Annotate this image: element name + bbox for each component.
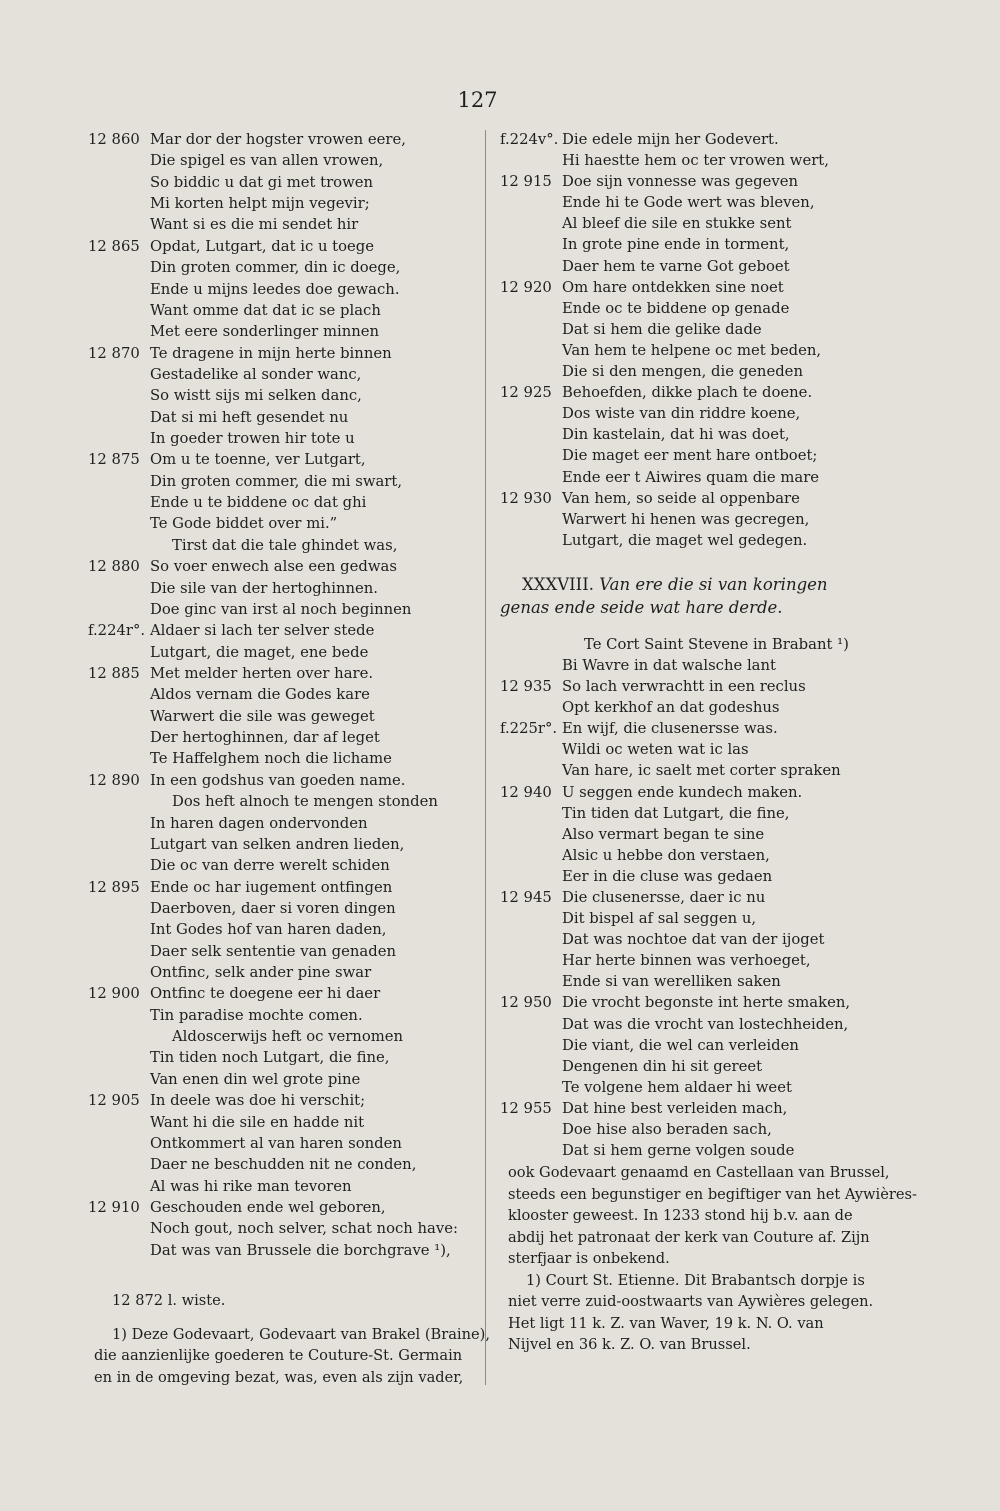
verse-text: Doe ginc van irst al noch beginnen	[150, 600, 412, 618]
verse-line	[88, 300, 468, 321]
verse-line	[500, 277, 880, 298]
verse-text: Din groten commer, die mi swart,	[150, 472, 403, 490]
verse-text: Want hi die sile en hadde nit	[150, 1113, 365, 1131]
verse-text: Doe sijn vonnesse was gegeven	[562, 173, 798, 191]
verse-text: Opt kerkhof an dat godeshus	[562, 699, 780, 717]
verse-number: 12 925	[500, 384, 552, 402]
verse-number: 12 885	[88, 664, 140, 682]
verse-text: Ende oc har iugement ontfingen	[150, 878, 393, 896]
verse-text: Ende hi te Gode wert was bleven,	[562, 194, 815, 212]
footnote-line: Nijvel en 36 k. Z. O. van Brussel.	[508, 1336, 751, 1353]
verse-line	[88, 1005, 468, 1026]
verse-line	[88, 129, 468, 150]
verse-text: Van hem te helpene oc met beden,	[562, 341, 822, 359]
verse-text: Din kastelain, dat hi was doet,	[562, 426, 790, 444]
verse-line	[500, 992, 880, 1013]
verse-text: Met eere sonderlinger minnen	[150, 323, 380, 341]
verse-line	[500, 803, 880, 824]
verse-text: Daerboven, daer si voren dingen	[150, 899, 396, 917]
verse-line	[88, 663, 468, 684]
verse-line	[88, 193, 468, 214]
verse-text: Lutgart, die maget, ene bede	[150, 643, 369, 661]
verse-text: In goeder trowen hir tote u	[150, 430, 355, 448]
verse-text: Behoefden, dikke plach te doene.	[562, 384, 813, 402]
verse-line	[88, 898, 468, 919]
verse-text: Met melder herten over hare.	[150, 664, 374, 682]
verse-line	[88, 535, 468, 556]
footnote-line: 1) Court St. Etienne. Dit Brabantsch dorpje is	[526, 1271, 865, 1289]
verse-line	[88, 877, 468, 898]
verse-text: In een godshus van goeden name.	[150, 771, 406, 789]
verse-number: 12 955	[500, 1099, 552, 1117]
verse-text: Ende u mijns leedes doe gewach.	[150, 280, 400, 298]
right-column	[500, 129, 880, 1161]
verse-text: Te Cort Saint Stevene in Brabant ¹)	[584, 635, 849, 653]
verse-text: So lach verwrachtt in een reclus	[562, 678, 806, 696]
footnote-line: Het ligt 11 k. Z. van Waver, 19 k. N. O. van	[508, 1314, 824, 1332]
page-number: 127	[457, 88, 498, 112]
verse-text: Die vrocht begonste int herte smaken,	[562, 994, 851, 1012]
verse-line	[500, 509, 880, 530]
verse-line	[500, 192, 880, 213]
verse-text: Wildi oc weten wat ic las	[562, 741, 749, 759]
verse-text: Want si es die mi sendet hir	[150, 216, 359, 234]
verse-line	[500, 424, 880, 445]
verse-text: Dat si hem gerne volgen soude	[562, 1142, 795, 1160]
footnote-line: 1) Deze Godevaart, Godevaart van Brakel (Braine),	[112, 1325, 490, 1343]
verse-line	[500, 382, 880, 403]
verse-number: 12 910	[88, 1198, 140, 1216]
verse-line	[500, 908, 880, 929]
verse-line	[88, 428, 468, 449]
verse-number: f.224r°.	[88, 622, 146, 640]
verse-text: Tin paradise mochte comen.	[150, 1006, 363, 1024]
footnotes-right	[508, 1162, 917, 1356]
verse-line	[88, 706, 468, 727]
verse-line	[500, 782, 880, 803]
verse-text: Tin tiden dat Lutgart, die fine,	[562, 804, 790, 822]
verse-line	[500, 824, 880, 845]
column-divider	[485, 130, 486, 1385]
verse-line	[88, 257, 468, 278]
verse-text: Warwert hi henen was gecregen,	[562, 510, 810, 528]
verse-line	[88, 513, 468, 534]
footnotes-left	[94, 1290, 490, 1388]
verse-line	[500, 697, 880, 718]
verse-text: Want omme dat dat ic se plach	[150, 301, 381, 319]
verse-line	[500, 760, 880, 781]
verse-text: Al bleef die sile en stukke sent	[562, 215, 792, 233]
chapter-title-line2: genas ende seide wat hare derde.	[500, 597, 783, 617]
verse-text: Die clusenersse, daer ic nu	[562, 889, 766, 906]
verse-number: 12 950	[500, 994, 552, 1012]
verse-line	[88, 1026, 468, 1047]
chapter-heading	[500, 573, 880, 619]
verse-line	[88, 770, 468, 791]
verse-line	[500, 1077, 880, 1098]
verse-number: 12 875	[88, 451, 140, 469]
verse-line	[88, 150, 468, 171]
verse-text: Hi haestte hem oc ter vrowen wert,	[562, 152, 829, 170]
verse-text: In grote pine ende in torment,	[562, 236, 790, 254]
verse-number: 12 860	[88, 131, 140, 148]
verse-line	[88, 279, 468, 300]
verse-text: Dat was die vrocht van lostechheiden,	[562, 1015, 849, 1033]
verse-line	[500, 467, 880, 488]
verse-line	[88, 1047, 468, 1068]
verse-text: Te volgene hem aldaer hi weet	[562, 1078, 792, 1096]
verse-text: Ende u te biddene oc dat ghi	[150, 494, 367, 512]
verse-line	[88, 599, 468, 620]
verse-text: U seggen ende kundech maken.	[562, 783, 803, 801]
verse-line	[500, 530, 880, 551]
verse-text: Mi korten helpt mijn vegevir;	[150, 195, 370, 213]
verse-text: Van hem, so seide al oppenbare	[562, 489, 800, 507]
verse-line	[88, 321, 468, 342]
verse-line	[500, 887, 880, 908]
verse-line	[500, 1119, 880, 1140]
verse-line	[88, 684, 468, 705]
verse-text: Eer in die cluse was gedaen	[562, 867, 773, 885]
verse-text: So biddic u dat gi met trowen	[150, 173, 374, 191]
verse-line	[500, 1140, 880, 1161]
verse-line	[500, 655, 880, 676]
verse-number: 12 920	[500, 278, 552, 296]
verse-line	[500, 445, 880, 466]
verse-text: Die viant, die wel can verleiden	[562, 1036, 799, 1054]
verse-line	[88, 364, 468, 385]
verse-line	[500, 1098, 880, 1119]
verse-text: Doe hise also beraden sach,	[562, 1121, 772, 1139]
verse-text: Die si den mengen, die geneden	[562, 363, 803, 381]
verse-line	[88, 642, 468, 663]
verse-text: In haren dagen ondervonden	[150, 814, 368, 832]
footnote-line: abdij het patronaat der kerk van Couture af. Zijn	[508, 1228, 870, 1246]
verse-line	[500, 718, 880, 739]
verse-text: Daer hem te varne Got geboet	[562, 257, 790, 275]
verse-line	[500, 150, 880, 171]
verse-text: Also vermart began te sine	[562, 825, 765, 843]
verse-line	[88, 941, 468, 962]
verse-text: Ontfinc te doegene eer hi daer	[150, 985, 381, 1003]
verse-text: Aldoscerwijs heft oc vernomen	[172, 1028, 404, 1046]
verse-line	[88, 1154, 468, 1175]
verse-line	[88, 1090, 468, 1111]
verse-line	[88, 172, 468, 193]
verse-text: Dos heft alnoch te mengen stonden	[172, 793, 438, 811]
verse-text: Ontkommert al van haren sonden	[150, 1134, 402, 1152]
verse-text: Aldos vernam die Godes kare	[150, 686, 370, 704]
verse-line	[500, 634, 880, 655]
verse-text: Te Gode biddet over mi.”	[150, 515, 338, 533]
footnote-line: en in de omgeving bezat, was, even als zijn vader,	[94, 1368, 464, 1386]
verse-line	[500, 676, 880, 697]
verse-line	[500, 361, 880, 382]
verse-line	[500, 234, 880, 255]
verse-line	[500, 488, 880, 509]
verse-text: Lutgart, die maget wel gedegen.	[562, 531, 808, 549]
verse-line	[88, 791, 468, 812]
chapter-number: XXXVIII.	[522, 574, 594, 594]
verse-line	[500, 129, 880, 150]
verse-text: Gestadelike al sonder wanc,	[150, 365, 362, 383]
footnote-line: niet verre zuid-oostwaarts van Aywières gelegen.	[508, 1293, 874, 1310]
left-column	[88, 129, 468, 1261]
verse-number: 12 890	[88, 771, 140, 789]
verse-text: So voer enwech alse een gedwas	[150, 558, 397, 576]
verse-line	[88, 214, 468, 235]
chapter-title-line1: Van ere die si van koringen	[599, 574, 828, 594]
verse-line	[500, 866, 880, 887]
verse-line	[88, 620, 468, 641]
verse-text: Die edele mijn her Godevert.	[562, 131, 779, 148]
verse-line	[500, 845, 880, 866]
verse-text: Dos wiste van din riddre koene,	[562, 405, 801, 423]
verse-line	[88, 834, 468, 855]
verse-text: Die maget eer ment hare ontboet;	[562, 447, 818, 465]
verse-text: Noch gout, noch selver, schat noch have:	[150, 1220, 458, 1238]
verse-text: Dat si hem die gelike dade	[562, 320, 762, 338]
verse-line	[88, 492, 468, 513]
verse-line	[88, 983, 468, 1004]
verse-text: Opdat, Lutgart, dat ic u toege	[150, 237, 375, 255]
verse-text: In deele was doe hi verschit;	[150, 1092, 366, 1110]
verse-line	[500, 1056, 880, 1077]
verse-number: 12 915	[500, 173, 552, 191]
verse-line	[88, 1112, 468, 1133]
verse-text: Te dragene in mijn herte binnen	[150, 344, 392, 362]
verse-line	[88, 855, 468, 876]
verse-text: Har herte binnen was verhoeget,	[562, 952, 811, 970]
verse-number: 12 935	[500, 678, 552, 696]
verse-line	[500, 319, 880, 340]
verse-line	[88, 578, 468, 599]
verse-line	[88, 556, 468, 577]
verse-text: Tirst dat die tale ghindet was,	[172, 536, 398, 554]
verse-text: En wijf, die clusenersse was.	[562, 720, 778, 738]
verse-text: Die oc van derre werelt schiden	[150, 857, 390, 875]
verse-text: Om u te toenne, ver Lutgart,	[150, 451, 366, 469]
footnote-line: ook Godevaart genaamd en Castellaan van Brussel,	[508, 1164, 890, 1181]
verse-text: Van hare, ic saelt met corter spraken	[562, 762, 841, 780]
verse-text: Dat si mi heft gesendet nu	[150, 408, 349, 426]
verse-line	[500, 403, 880, 424]
verse-line	[88, 1176, 468, 1197]
verse-line	[500, 929, 880, 950]
verse-text: Van enen din wel grote pine	[150, 1070, 361, 1088]
verse-line	[88, 407, 468, 428]
verse-text: Alsic u hebbe don verstaen,	[562, 846, 770, 864]
verse-text: Daer ne beschudden nit ne conden,	[150, 1156, 417, 1174]
verse-number: 12 945	[500, 889, 552, 906]
verse-line	[500, 340, 880, 361]
verse-number: 12 895	[88, 878, 140, 896]
verse-text: Dit bispel af sal seggen u,	[562, 910, 757, 928]
verse-text: Dat was van Brussele die borchgrave ¹),	[150, 1241, 451, 1259]
verse-line	[88, 471, 468, 492]
verse-line	[88, 1197, 468, 1218]
footnote-line: die aanzienlijke goederen te Couture-St. Germain	[94, 1347, 463, 1364]
verse-text: Ende eer t Aiwires quam die mare	[562, 468, 820, 486]
verse-line	[500, 213, 880, 234]
verse-number: 12 900	[88, 985, 140, 1003]
verse-line	[500, 971, 880, 992]
verse-text: Ende oc te biddene op genade	[562, 299, 790, 317]
verse-line	[88, 1218, 468, 1239]
right-column-verses-b	[500, 634, 880, 1161]
verse-line	[500, 1035, 880, 1056]
verse-line	[88, 236, 468, 257]
verse-text: Mar dor der hogster vrowen eere,	[150, 131, 406, 148]
verse-line	[88, 813, 468, 834]
verse-text: Int Godes hof van haren daden,	[150, 921, 387, 939]
verse-line	[88, 385, 468, 406]
verse-text: Die sile van der hertoghinnen.	[150, 579, 378, 597]
verse-text: Aldaer si lach ter selver stede	[150, 622, 375, 640]
verse-text: Daer selk sententie van genaden	[150, 942, 396, 960]
footnote-line: 12 872 l. wiste.	[112, 1292, 226, 1309]
verse-line	[88, 962, 468, 983]
verse-text: Tin tiden noch Lutgart, die fine,	[150, 1049, 390, 1067]
verse-line	[500, 950, 880, 971]
footnote-line: steeds een begunstiger en begiftiger van het Aywières-	[508, 1185, 917, 1203]
verse-text: Ende si van werelliken saken	[562, 973, 781, 991]
verse-text: Din groten commer, din ic doege,	[150, 259, 401, 277]
verse-text: Dat hine best verleiden mach,	[562, 1099, 788, 1117]
verse-number: f.224v°.	[500, 131, 559, 148]
verse-text: Lutgart van selken andren lieden,	[150, 835, 405, 853]
verse-line	[500, 739, 880, 760]
verse-text: Der hertoghinnen, dar af leget	[150, 729, 380, 747]
verse-line	[88, 343, 468, 364]
verse-line	[88, 1069, 468, 1090]
verse-number: 12 880	[88, 558, 140, 576]
verse-number: 12 870	[88, 344, 140, 362]
verse-text: Bi Wavre in dat walsche lant	[562, 656, 776, 674]
verse-text: Dat was nochtoe dat van der ijoget	[562, 931, 825, 949]
verse-line	[88, 1133, 468, 1154]
verse-line	[500, 171, 880, 192]
verse-text: Warwert die sile was geweget	[150, 707, 375, 725]
verse-text: Te Haffelghem noch die lichame	[150, 750, 392, 768]
verse-line	[88, 1240, 468, 1261]
right-column-verses-a	[500, 129, 880, 551]
verse-line	[500, 1014, 880, 1035]
verse-text: Om hare ontdekken sine noet	[562, 278, 784, 296]
verse-line	[500, 298, 880, 319]
verse-line	[500, 256, 880, 277]
verse-line	[88, 727, 468, 748]
verse-text: So wistt sijs mi selken danc,	[150, 387, 362, 405]
verse-number: f.225r°.	[500, 720, 558, 738]
verse-text: Dengenen din hi sit gereet	[562, 1057, 763, 1075]
verse-text: Ontfinc, selk ander pine swar	[150, 964, 372, 982]
verse-number: 12 940	[500, 783, 552, 801]
footnote-line: klooster geweest. In 1233 stond hij b.v. aan de	[508, 1207, 853, 1224]
verse-text: Geschouden ende wel geboren,	[150, 1198, 386, 1216]
verse-number: 12 930	[500, 489, 552, 507]
verse-number: 12 865	[88, 237, 140, 255]
verse-line	[88, 748, 468, 769]
verse-text: Die spigel es van allen vrowen,	[150, 152, 384, 170]
verse-line	[88, 449, 468, 470]
verse-number: 12 905	[88, 1092, 140, 1110]
footnote-line: sterfjaar is onbekend.	[508, 1250, 670, 1267]
verse-line	[88, 919, 468, 940]
verse-text: Al was hi rike man tevoren	[150, 1177, 352, 1195]
